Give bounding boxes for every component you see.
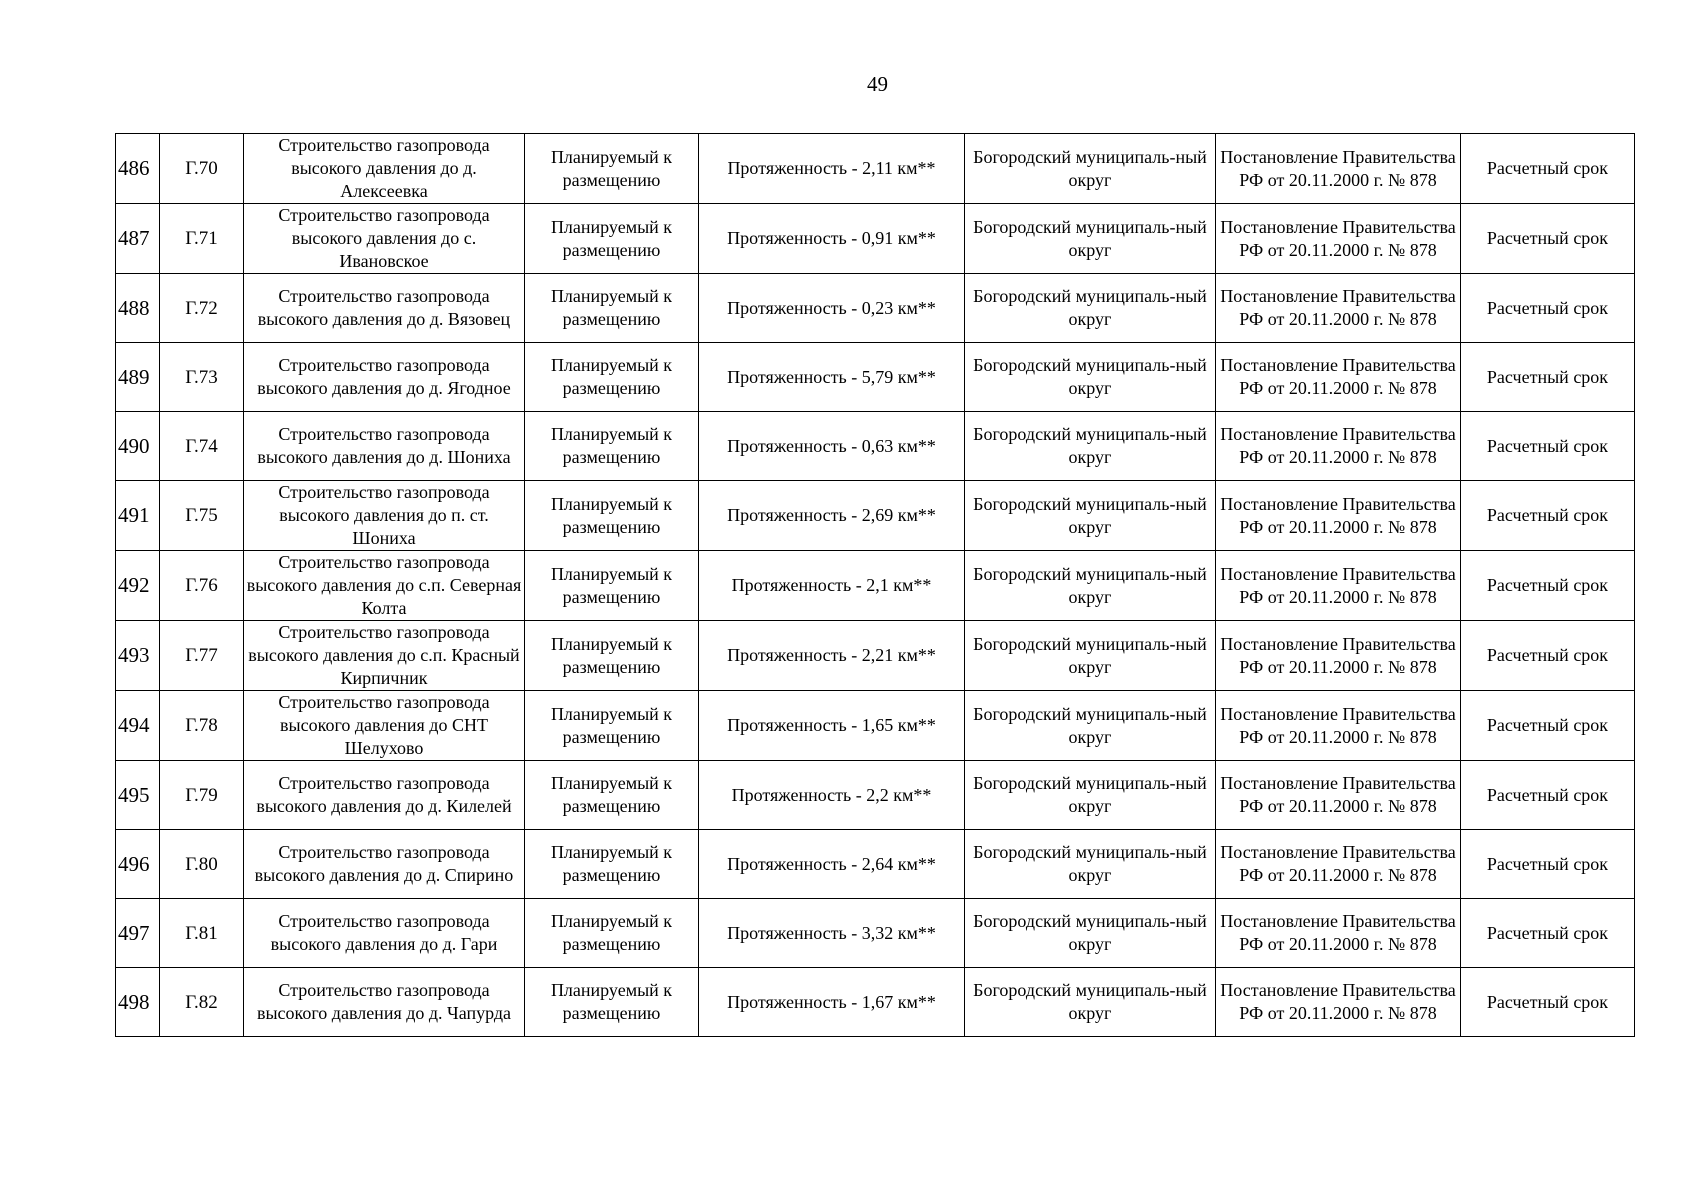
object-location-cell [965,968,1216,1037]
row-number: 498 [118,989,150,1014]
object-term-cell [1461,691,1635,761]
object-basis: Постановление Правительства РФ от 20.11.2000 г. № 878 [1220,911,1456,954]
object-term-cell [1461,412,1635,481]
object-term: Расчетный срок [1486,228,1609,248]
object-code-cell [160,691,244,761]
row-number-cell [116,412,160,481]
object-characteristic: Протяженность - 2,11 км** [727,158,936,178]
object-status: Планируемый к размещению [550,911,673,954]
row-number-cell [116,134,160,204]
object-term: Расчетный срок [1486,575,1609,595]
object-name-cell [244,761,525,830]
object-status: Планируемый к размещению [550,563,673,607]
object-basis-cell [1216,204,1461,274]
object-location: Богородский муниципаль-ный округ [973,703,1207,747]
object-characteristic-cell [699,204,965,274]
object-basis-cell [1216,761,1461,830]
object-characteristic-cell [699,830,965,899]
object-name: Строительство газопровода высокого давления до д. Килелей [256,773,512,816]
table-row [116,481,1635,551]
object-name: Строительство газопровода высокого давления до с. Ивановское [278,205,490,271]
object-characteristic-cell [699,412,965,481]
object-name-cell [244,343,525,412]
object-characteristic: Протяженность - 5,79 км** [727,366,936,387]
row-number: 495 [118,782,150,807]
object-code: Г.75 [185,505,218,526]
object-code: Г.81 [185,922,218,944]
row-number: 497 [118,920,150,945]
object-basis-cell [1216,481,1461,551]
table-row [116,412,1635,481]
table-row [116,204,1635,274]
object-location-cell [965,899,1216,968]
object-characteristic: Протяженность - 1,67 км** [727,991,936,1012]
table-row [116,761,1635,830]
object-characteristic: Протяженность - 2,69 км** [727,505,936,525]
object-basis: Постановление Правительства РФ от 20.11.2000 г. № 878 [1220,633,1456,677]
object-characteristic-cell [699,274,965,343]
object-term-cell [1461,481,1635,551]
object-code: Г.71 [185,228,218,249]
object-status: Планируемый к размещению [550,424,673,467]
object-basis-cell [1216,343,1461,412]
object-basis-cell [1216,274,1461,343]
object-location-cell [965,691,1216,761]
object-name-cell [244,481,525,551]
object-name-cell [244,551,525,621]
object-location: Богородский муниципаль-ный округ [973,911,1207,954]
object-status: Планируемый к размещению [550,980,673,1023]
object-term: Расчетный срок [1486,853,1609,874]
object-status: Планируемый к размещению [550,773,673,816]
object-term-cell [1461,551,1635,621]
object-status-cell [525,204,699,274]
object-basis: Постановление Правительства РФ от 20.11.2000 г. № 878 [1220,493,1456,537]
object-location-cell [965,761,1216,830]
object-location: Богородский муниципаль-ный округ [973,216,1207,260]
object-term-cell [1461,899,1635,968]
row-number-cell [116,830,160,899]
row-number-cell [116,481,160,551]
object-basis: Постановление Правительства РФ от 20.11.2000 г. № 878 [1220,980,1456,1023]
object-basis-cell [1216,691,1461,761]
table-row [116,899,1635,968]
object-term: Расчетный срок [1486,297,1609,318]
object-basis-cell [1216,830,1461,899]
table-row [116,134,1635,204]
object-name-cell [244,830,525,899]
object-term-cell [1461,343,1635,412]
object-code-cell [160,134,244,204]
object-code: Г.74 [185,435,218,457]
object-basis: Постановление Правительства РФ от 20.11.2000 г. № 878 [1220,563,1456,607]
row-number-cell [116,274,160,343]
object-code: Г.70 [185,158,218,179]
object-location: Богородский муниципаль-ный округ [973,773,1207,816]
object-basis: Постановление Правительства РФ от 20.11.2000 г. № 878 [1220,355,1456,398]
object-name: Строительство газопровода высокого давления до д. Ягодное [257,355,511,398]
object-status: Планируемый к размещению [550,216,673,260]
object-code: Г.79 [185,784,218,806]
object-code: Г.72 [185,297,218,319]
row-number-cell [116,691,160,761]
object-location: Богородский муниципаль-ный округ [973,286,1207,329]
object-status: Планируемый к размещению [550,633,673,677]
object-location-cell [965,621,1216,691]
object-term-cell [1461,761,1635,830]
object-term: Расчетный срок [1486,715,1609,735]
object-name: Строительство газопровода высокого давления до д. Вязовец [257,286,511,329]
row-number-cell [116,621,160,691]
table-row [116,551,1635,621]
object-name: Строительство газопровода высокого давления до СНТ Шелухово [278,692,490,758]
object-term-cell [1461,968,1635,1037]
object-name: Строительство газопровода высокого давления до д. Алексеевка [278,135,490,201]
object-status-cell [525,551,699,621]
object-term: Расчетный срок [1486,505,1609,525]
object-status-cell [525,899,699,968]
object-code-cell [160,899,244,968]
row-number-cell [116,551,160,621]
object-name-cell [244,204,525,274]
object-status: Планируемый к размещению [550,146,673,190]
object-code: Г.77 [185,645,218,666]
object-name: Строительство газопровода высокого давления до с.п. Северная Колта [246,552,522,618]
object-location: Богородский муниципаль-ный округ [973,424,1207,467]
table-row [116,343,1635,412]
object-name: Строительство газопровода высокого давления до д. Чапурда [256,980,512,1023]
object-status: Планируемый к размещению [550,703,673,747]
object-basis-cell [1216,621,1461,691]
object-name-cell [244,274,525,343]
row-number: 493 [118,643,150,667]
object-basis: Постановление Правительства РФ от 20.11.2000 г. № 878 [1220,146,1456,190]
object-code-cell [160,481,244,551]
object-status-cell [525,691,699,761]
row-number-cell [116,343,160,412]
object-characteristic: Протяженность - 0,91 км** [727,228,936,248]
object-status: Планируемый к размещению [550,355,673,398]
object-term: Расчетный срок [1486,991,1609,1012]
object-code: Г.82 [185,991,218,1013]
object-name-cell [244,968,525,1037]
object-code-cell [160,274,244,343]
object-code: Г.73 [185,366,218,388]
object-code-cell [160,761,244,830]
object-name: Строительство газопровода высокого давления до д. Спирино [254,842,514,885]
object-characteristic-cell [699,481,965,551]
object-basis: Постановление Правительства РФ от 20.11.2000 г. № 878 [1220,773,1456,816]
object-code-cell [160,968,244,1037]
object-basis-cell [1216,134,1461,204]
object-status-cell [525,481,699,551]
object-basis-cell [1216,551,1461,621]
object-characteristic: Протяженность - 2,64 км** [727,853,936,874]
object-characteristic-cell [699,551,965,621]
object-term-cell [1461,621,1635,691]
object-term: Расчетный срок [1486,366,1609,387]
object-characteristic-cell [699,899,965,968]
object-location-cell [965,412,1216,481]
row-number: 488 [118,295,150,320]
object-status-cell [525,343,699,412]
object-code: Г.76 [185,575,218,596]
object-code-cell [160,204,244,274]
row-number: 487 [118,226,150,250]
object-code: Г.78 [185,715,218,736]
object-location-cell [965,343,1216,412]
object-characteristic: Протяженность - 2,21 км** [727,645,936,665]
object-code-cell [160,343,244,412]
object-characteristic: Протяженность - 2,2 км** [731,784,932,805]
object-location: Богородский муниципаль-ный округ [973,355,1207,398]
object-basis-cell [1216,968,1461,1037]
row-number: 494 [118,713,150,737]
object-basis-cell [1216,412,1461,481]
object-characteristic: Протяженность - 0,63 км** [727,435,936,456]
object-basis-cell [1216,899,1461,968]
row-number: 492 [118,573,150,597]
object-name-cell [244,691,525,761]
object-term-cell [1461,204,1635,274]
object-name-cell [244,134,525,204]
object-term: Расчетный срок [1486,784,1609,805]
object-basis: Постановление Правительства РФ от 20.11.2000 г. № 878 [1220,216,1456,260]
object-status: Планируемый к размещению [550,493,673,537]
object-location-cell [965,830,1216,899]
object-characteristic: Протяженность - 3,32 км** [727,922,936,943]
object-location: Богородский муниципаль-ный округ [973,842,1207,885]
object-characteristic: Протяженность - 0,23 км** [727,297,936,318]
object-location-cell [965,481,1216,551]
object-code-cell [160,412,244,481]
object-term: Расчетный срок [1486,158,1609,178]
table-row [116,274,1635,343]
page-number: 49 [867,72,888,96]
object-term-cell [1461,134,1635,204]
object-location-cell [965,274,1216,343]
object-term: Расчетный срок [1486,922,1609,943]
object-name-cell [244,412,525,481]
object-characteristic: Протяженность - 2,1 км** [731,575,932,595]
table-row [116,691,1635,761]
table-row [116,830,1635,899]
row-number: 491 [118,503,150,527]
row-number: 496 [118,851,150,876]
object-characteristic-cell [699,343,965,412]
object-term: Расчетный срок [1486,645,1609,665]
object-basis: Постановление Правительства РФ от 20.11.2000 г. № 878 [1220,842,1456,885]
object-status-cell [525,761,699,830]
row-number-cell [116,761,160,830]
object-basis: Постановление Правительства РФ от 20.11.2000 г. № 878 [1220,424,1456,467]
object-characteristic-cell [699,621,965,691]
object-basis: Постановление Правительства РФ от 20.11.2000 г. № 878 [1220,703,1456,747]
row-number-cell [116,968,160,1037]
object-code: Г.80 [185,853,218,875]
row-number-cell [116,899,160,968]
object-location: Богородский муниципаль-ный округ [973,563,1207,607]
row-number-cell [116,204,160,274]
object-term: Расчетный срок [1486,435,1609,456]
object-name-cell [244,621,525,691]
object-status-cell [525,274,699,343]
object-status: Планируемый к размещению [550,842,673,885]
table-row [116,968,1635,1037]
object-location-cell [965,204,1216,274]
object-location: Богородский муниципаль-ный округ [973,633,1207,677]
object-location: Богородский муниципаль-ный округ [973,493,1207,537]
object-code-cell [160,830,244,899]
object-characteristic-cell [699,968,965,1037]
object-status-cell [525,830,699,899]
object-status-cell [525,968,699,1037]
object-name: Строительство газопровода высокого давления до с.п. Красный Кирпичник [248,622,520,688]
object-name: Строительство газопровода высокого давления до п. ст. Шониха [278,482,490,548]
object-location: Богородский муниципаль-ный округ [973,146,1207,190]
row-number: 490 [118,433,150,458]
table-body [116,134,1635,1037]
object-name-cell [244,899,525,968]
object-status: Планируемый к размещению [550,286,673,329]
object-term-cell [1461,274,1635,343]
object-name: Строительство газопровода высокого давления до д. Гари [270,911,498,954]
object-status-cell [525,134,699,204]
object-code-cell [160,551,244,621]
object-location-cell [965,551,1216,621]
object-status-cell [525,621,699,691]
object-status-cell [525,412,699,481]
objects-table [115,133,1635,1037]
object-name: Строительство газопровода высокого давления до д. Шониха [257,424,511,467]
object-location: Богородский муниципаль-ный округ [973,980,1207,1023]
object-code-cell [160,621,244,691]
row-number: 489 [118,364,150,389]
object-characteristic-cell [699,761,965,830]
object-basis: Постановление Правительства РФ от 20.11.2000 г. № 878 [1220,286,1456,329]
table-row [116,621,1635,691]
object-term-cell [1461,830,1635,899]
object-characteristic-cell [699,134,965,204]
object-location-cell [965,134,1216,204]
object-characteristic: Протяженность - 1,65 км** [727,715,936,735]
row-number: 486 [118,156,150,180]
object-characteristic-cell [699,691,965,761]
